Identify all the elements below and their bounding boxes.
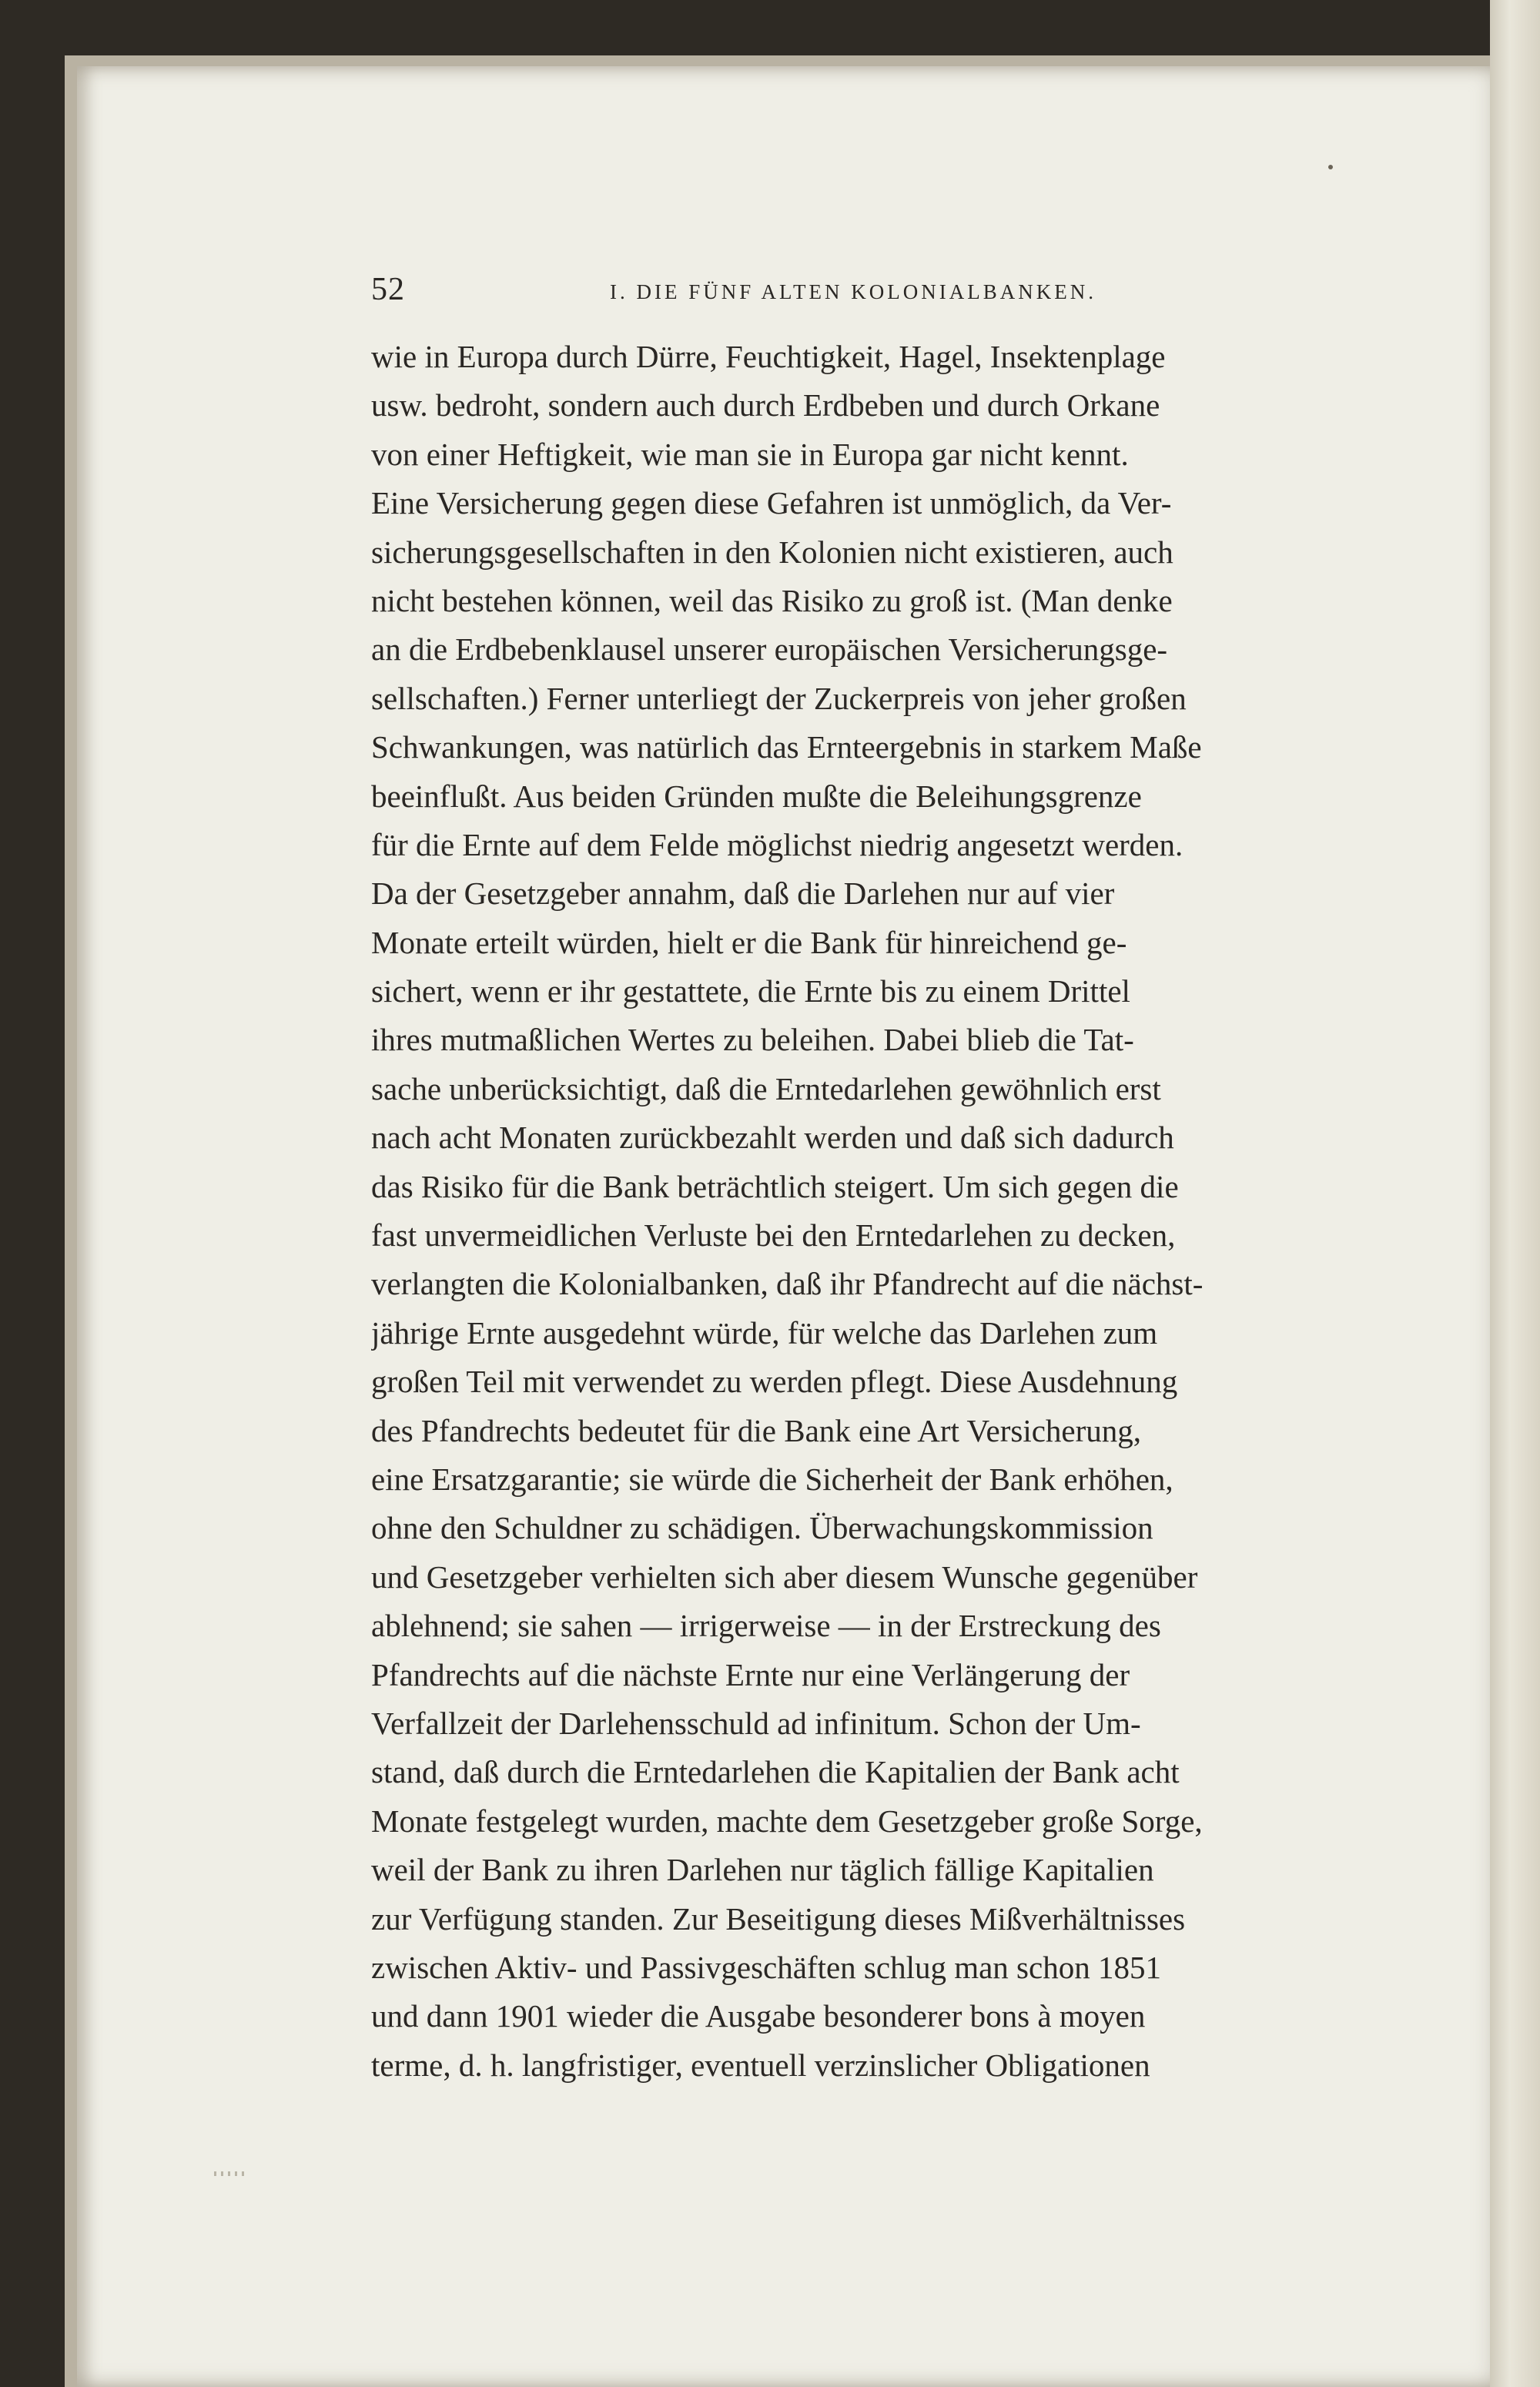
text-line: das Risiko für die Bank beträchtlich steigert. Um sich gegen die bbox=[371, 1168, 1179, 1204]
text-line: Monate festgelegt wurden, machte dem Gesetzgeber große Sorge, bbox=[371, 1803, 1203, 1839]
body-text bbox=[371, 333, 1429, 2090]
page-header bbox=[371, 271, 1449, 317]
text-line: Eine Versicherung gegen diese Gefahren ist unmöglich, da Ver- bbox=[371, 485, 1172, 521]
text-line: sache unberücksichtigt, daß die Erntedarlehen gewöhnlich erst bbox=[371, 1070, 1161, 1106]
text-line: Pfandrechts auf die nächste Ernte nur eine Verlängerung der bbox=[371, 1656, 1130, 1692]
text-line: zur Verfügung standen. Zur Beseitigung dieses Mißverhältnisses bbox=[371, 1900, 1186, 1937]
text-line: von einer Heftigkeit, wie man sie in Europa gar nicht kennt. bbox=[371, 436, 1129, 472]
text-line: sicherungsgesellschaften in den Kolonien nicht existieren, auch bbox=[371, 534, 1173, 570]
text-line: zwischen Aktiv- und Passivgeschäften schlug man schon 1851 bbox=[371, 1949, 1161, 1985]
text-line: stand, daß durch die Erntedarlehen die Kapitalien der Bank acht bbox=[371, 1754, 1180, 1790]
text-line: Monate erteilt würden, hielt er die Bank für hinreichend ge- bbox=[371, 924, 1127, 960]
text-line: für die Ernte auf dem Felde möglichst niedrig angesetzt werden. bbox=[371, 826, 1183, 862]
text-line: ihres mutmaßlichen Wertes zu beleihen. Dabei blieb die Tat- bbox=[371, 1022, 1134, 1058]
text-line: sichert, wenn er ihr gestattete, die Ernte bis zu einem Drittel bbox=[371, 973, 1130, 1009]
text-line: verlangten die Kolonialbanken, daß ihr Pfandrecht auf die nächst- bbox=[371, 1266, 1204, 1302]
text-line: Verfallzeit der Darlehensschuld ad infinitum. Schon der Um- bbox=[371, 1705, 1141, 1741]
page-number: 52 bbox=[371, 272, 405, 307]
text-line: Da der Gesetzgeber annahm, daß die Darlehen nur auf vier bbox=[371, 875, 1115, 912]
text-line: ablehnend; sie sahen — irrigerweise — in der Erstreckung des bbox=[371, 1608, 1161, 1644]
page-fold bbox=[1490, 0, 1540, 2387]
text-line: Schwankungen, was natürlich das Ernteergebnis in starkem Maße bbox=[371, 729, 1202, 765]
text-line: an die Erdbebenklausel unserer europäischen Versicherungsge- bbox=[371, 631, 1168, 668]
text-line: großen Teil mit verwendet zu werden pflegt. Diese Ausdehnung bbox=[371, 1364, 1178, 1400]
text-line: beeinflußt. Aus beiden Gründen mußte die Beleihungsgrenze bbox=[371, 778, 1142, 814]
text-line: des Pfandrechts bedeutet für die Bank eine Art Versicherung, bbox=[371, 1412, 1142, 1448]
text-line: und Gesetzgeber verhielten sich aber diesem Wunsche gegenüber bbox=[371, 1558, 1198, 1595]
text-line: sellschaften.) Ferner unterliegt der Zuckerpreis von jeher großen bbox=[371, 680, 1187, 716]
text-line: eine Ersatzgarantie; sie würde die Sicherheit der Bank erhöhen, bbox=[371, 1461, 1173, 1497]
margin-specks bbox=[214, 2171, 245, 2176]
text-line: wie in Europa durch Dürre, Feuchtigkeit, Hagel, Insektenplage bbox=[371, 339, 1166, 374]
text-line: terme, d. h. langfristiger, eventuell verzinslicher Obligationen bbox=[371, 2047, 1150, 2083]
text-line: usw. bedroht, sondern auch durch Erdbeben und durch Orkane bbox=[371, 387, 1160, 424]
text-line: nicht bestehen können, weil das Risiko zu groß ist. (Man denke bbox=[371, 582, 1173, 618]
ink-speck bbox=[1328, 165, 1333, 169]
text-line: ohne den Schuldner zu schädigen. Überwachungskommission bbox=[371, 1510, 1153, 1546]
running-head: I. DIE FÜNF ALTEN KOLONIALBANKEN. bbox=[610, 280, 1096, 303]
text-line: fast unvermeidlichen Verluste bei den Erntedarlehen zu decken, bbox=[371, 1217, 1176, 1254]
text-line: jährige Ernte ausgedehnt würde, für welche das Darlehen zum bbox=[371, 1314, 1158, 1351]
text-line: nach acht Monaten zurückbezahlt werden und daß sich dadurch bbox=[371, 1120, 1174, 1156]
text-line: und dann 1901 wieder die Ausgabe besonderer bons à moyen bbox=[371, 1998, 1146, 2034]
text-line: weil der Bank zu ihren Darlehen nur täglich fällige Kapitalien bbox=[371, 1852, 1154, 1888]
